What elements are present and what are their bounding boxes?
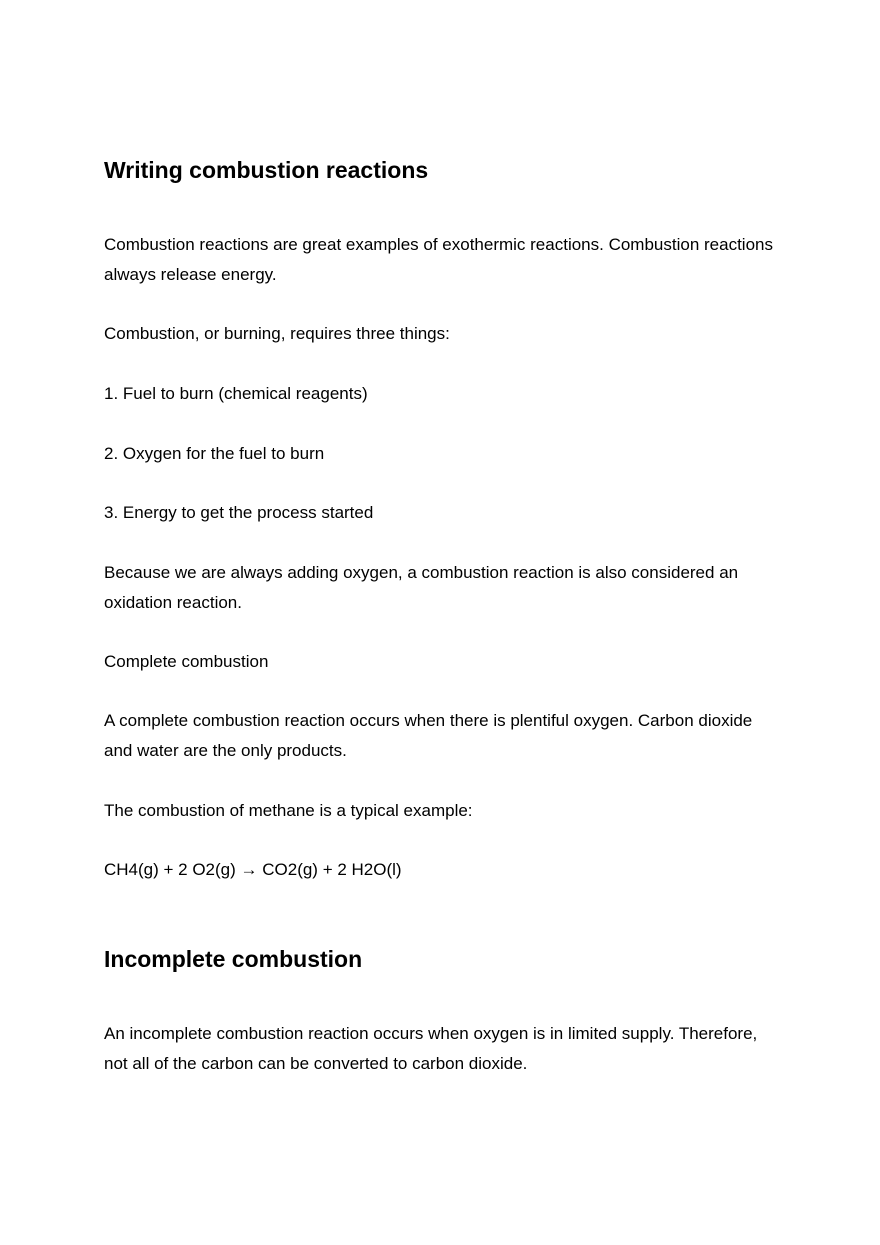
methane-example-intro: The combustion of methane is a typical example: (104, 801, 473, 820)
page-title: Writing combustion reactions (104, 157, 429, 183)
incomplete-combustion-paragraph: An incomplete combustion reaction occurs when oxygen is in limited supply. Therefore, not all of the carbon can be converted to carbon dioxide. (104, 1024, 758, 1073)
complete-combustion-label: Complete combustion (104, 652, 269, 671)
list-item-energy: 3. Energy to get the process started (104, 503, 374, 522)
oxidation-paragraph: Because we are always adding oxygen, a combustion reaction is also considered an oxidation reaction. (104, 563, 739, 612)
intro-paragraph: Combustion reactions are great examples of exothermic reactions. Combustion reactions always release energy. (104, 235, 773, 284)
complete-combustion-paragraph: A complete combustion reaction occurs when there is plentiful oxygen. Carbon dioxide and water are the only products. (104, 711, 753, 760)
list-item-fuel: 1. Fuel to burn (chemical reagents) (104, 384, 368, 403)
section-heading-incomplete: Incomplete combustion (104, 946, 363, 972)
requirements-intro: Combustion, or burning, requires three things: (104, 324, 450, 343)
methane-equation: CH4(g) + 2 O2(g) → CO2(g) + 2 H2O(l) (104, 860, 402, 879)
list-item-oxygen: 2. Oxygen for the fuel to burn (104, 444, 325, 463)
